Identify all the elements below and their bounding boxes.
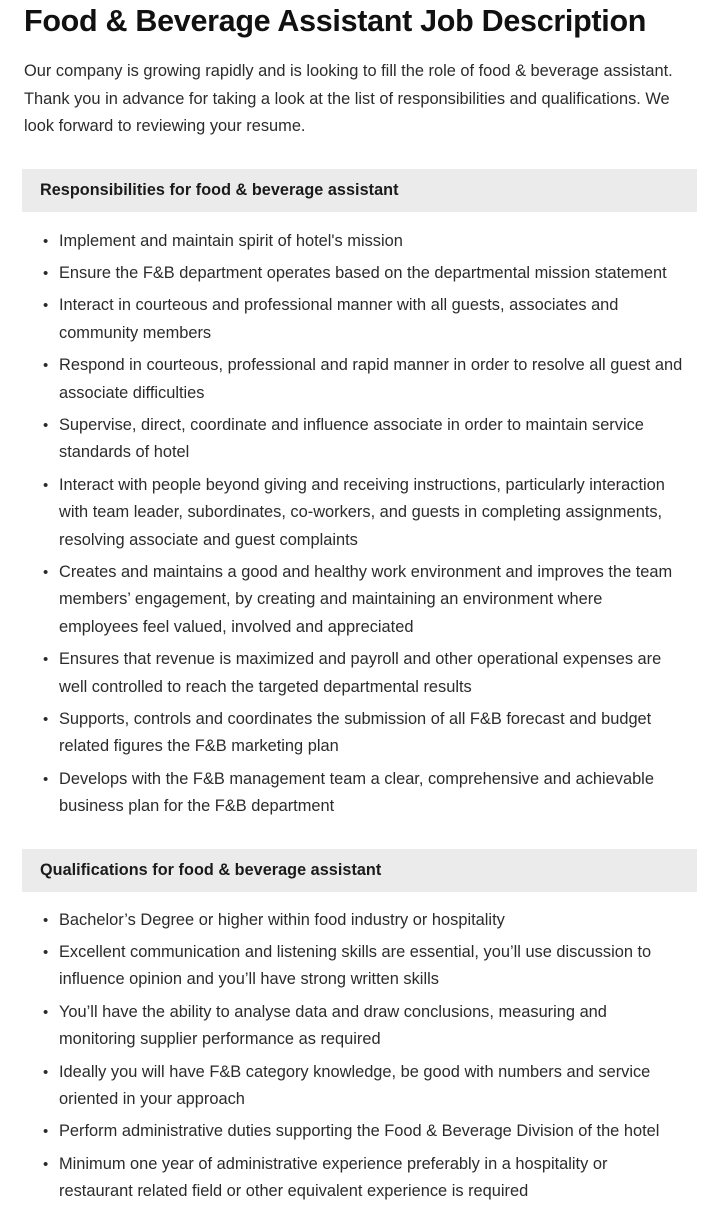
section-heading-label: Responsibilities for food & beverage assistant: [40, 180, 399, 199]
list-item: • Implement and maintain spirit of hotel's mission: [59, 228, 683, 255]
list-item: • Develops with the F&B management team a clear, comprehensive and achievable business plan for the F&B department: [59, 766, 683, 821]
list-item: • Interact in courteous and professional manner with all guests, associates and community members: [59, 292, 683, 347]
list-item: • Perform administrative duties supporting the Food & Beverage Division of the hotel: [59, 1118, 683, 1145]
list-item: • Minimum one year of administrative experience preferably in a hospitality or restaurant related field or other equivalent experience is required: [59, 1151, 683, 1206]
list-item: • Creates and maintains a good and healthy work environment and improves the team members’ engagement, by creating and maintaining an environment where employees feel valued, involved and appreciated: [59, 559, 683, 641]
section-header-responsibilities: [22, 169, 697, 212]
list-item: • Ideally you will have F&B category knowledge, be good with numbers and service oriented in your approach: [59, 1059, 683, 1114]
responsibilities-list: [0, 228, 720, 821]
list-item: • Ensures that revenue is maximized and payroll and other operational expenses are well controlled to reach the targeted departmental results: [59, 646, 683, 701]
list-item: • Bachelor’s Degree or higher within food industry or hospitality: [59, 907, 683, 934]
page-title: Food & Beverage Assistant Job Description: [24, 4, 647, 38]
list-item: • Excellent communication and listening skills are essential, you’ll use discussion to influence opinion and you’ll have strong written skills: [59, 939, 683, 994]
list-item: • Supervise, direct, coordinate and influence associate in order to maintain service standards of hotel: [59, 412, 683, 467]
qualifications-list: [0, 907, 720, 1206]
section-heading-label: Qualifications for food & beverage assistant: [40, 861, 382, 880]
section-header-qualifications: [22, 849, 697, 892]
list-item: • Interact with people beyond giving and receiving instructions, particularly interaction with team leader, subordinates, co-workers, and guests in completing assignments, resolving associate and guest complaints: [59, 472, 683, 554]
list-item: • Respond in courteous, professional and rapid manner in order to resolve all guest and associate difficulties: [59, 352, 683, 407]
list-item: • Ensure the F&B department operates based on the departmental mission statement: [59, 260, 683, 287]
list-item: • Supports, controls and coordinates the submission of all F&B forecast and budget related figures the F&B marketing plan: [59, 706, 683, 761]
list-item: • You’ll have the ability to analyse data and draw conclusions, measuring and monitoring supplier performance as required: [59, 999, 683, 1054]
intro-paragraph: Our company is growing rapidly and is looking to fill the role of food & beverage assistant. Thank you in advance for taking a look at the list of responsibilities and qualifications. We look forward to reviewing your resume.: [24, 62, 673, 135]
